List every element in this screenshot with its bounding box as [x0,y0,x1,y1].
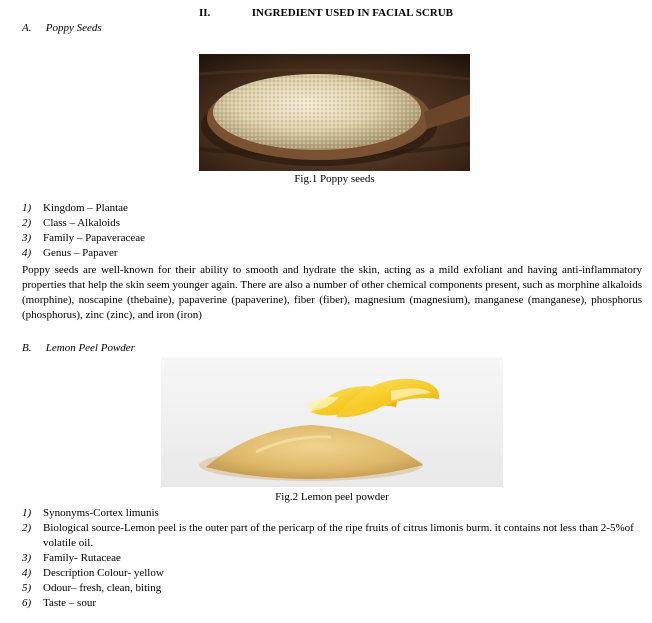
subsection-heading-text: Poppy Seeds [45,22,102,34]
list-item: 3) Family- Rutaceae [22,552,121,564]
subsection-heading-text: Lemon Peel Powder [45,342,135,354]
subsection-heading-lemon [22,341,135,356]
list-item: 4) Description Colour- yellow [22,567,164,579]
list-item: 3) Family – Papaveraceae [22,232,146,244]
poppy-description-paragraph: Poppy seeds are well-known for their ability to smooth and hydrate the skin, acting as a mild exfoliant and having anti-inflammatory properties that help the skin seem younger again. There are also a number of other chemical components present, such as morphine alkaloids (morphine), noscapine (thebaine), papaverine (papaverine), fiber (fiber), magnesium (magnesium), manganese (manganese), phosphorus (phosphorus), zinc (zinc), and iron (iron) [22,264,642,321]
list-item: 6) Taste – sour [22,597,96,609]
figure-1-caption: Fig.1 Poppy seeds [294,173,375,185]
lemon-peel-powder-image [161,357,503,487]
subsection-letter: B. [22,342,32,354]
section-number: II. [198,7,211,19]
section-title [0,6,652,21]
list-item: 1) Synonyms-Cortex limunis [22,507,159,519]
figure-2-caption: Fig.2 Lemon peel powder [275,491,389,503]
list-item: 2) Class – Alkaloids [22,217,121,229]
list-item: 5) Odour– fresh, clean, biting [22,582,162,594]
subsection-letter: A. [22,22,32,34]
section-title-text: INGREDIENT USED IN FACIAL SCRUB [251,7,454,19]
poppy-classification-list [22,201,145,261]
subsection-heading-poppy [22,21,102,36]
list-item: 4) Genus – Papaver [22,247,118,259]
poppy-seeds-image [199,54,470,171]
list-item: 2) Biological source-Lemon peel is the outer part of the pericarp of the ripe fruits of citrus limonis burm. it contains not less than 2-5%of volatile oil. [22,522,634,549]
lemon-properties-list [22,506,652,611]
list-item: 1) Kingdom – Plantae [22,202,128,214]
